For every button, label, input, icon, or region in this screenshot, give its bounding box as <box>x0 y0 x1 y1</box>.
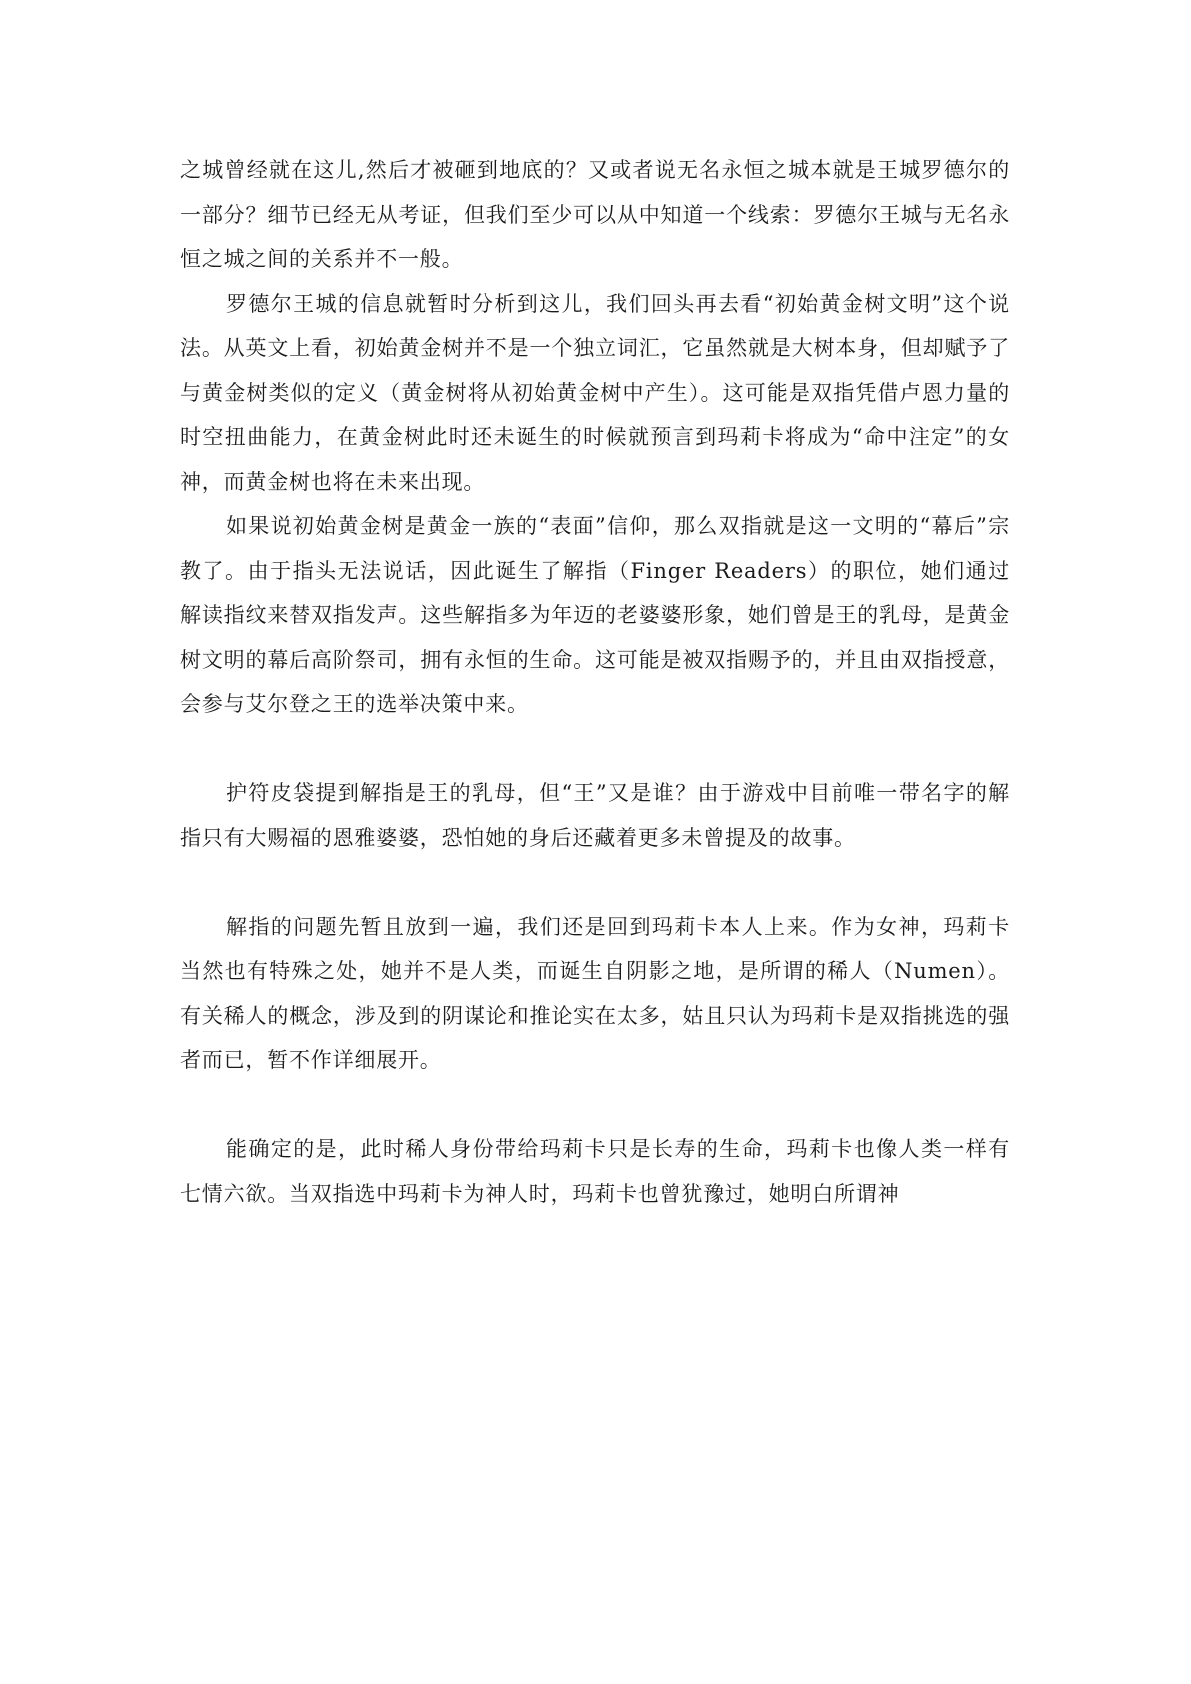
paragraph-spacer <box>180 860 1010 905</box>
paragraph: 解指的问题先暂且放到一遍，我们还是回到玛莉卡本人上来。作为女神，玛莉卡当然也有特殊之处，她并不是人类，而诞生自阴影之地，是所谓的稀人（Numen）。有关稀人的概念，涉及到的阴谋论和推论实在太多，姑且只认为玛莉卡是双指挑选的强者而已，暂不作详细展开。 <box>180 914 1010 1072</box>
paragraph: 罗德尔王城的信息就暂时分析到这儿，我们回头再去看“初始黄金树文明”这个说法。从英文上看，初始黄金树并不是一个独立词汇，它虽然就是大树本身，但却赋予了与黄金树类似的定义（黄金树将从初始黄金树中产生）。这可能是双指凭借卢恩力量的时空扭曲能力，在黄金树此时还未诞生的时候就预言到玛莉卡将成为“命中注定”的女神，而黄金树也将在未来出现。 <box>180 291 1010 494</box>
paragraph: 护符皮袋提到解指是王的乳母，但“王”又是谁？由于游戏中目前唯一带名字的解指只有大赐福的恩雅婆婆，恐怕她的身后还藏着更多未曾提及的故事。 <box>180 781 1010 850</box>
paragraph-spacer <box>180 1083 1010 1128</box>
paragraph: 如果说初始黄金树是黄金一族的“表面”信仰，那么双指就是这一文明的“幕后”宗教了。由于指头无法说话，因此诞生了解指（Finger Readers）的职位，她们通过解读指纹来替双指发声。这些解指多为年迈的老婆婆形象，她们曾是王的乳母，是黄金树文明的幕后高阶祭司，拥有永恒的生命。这可能是被双指赐予的，并且由双指授意，会参与艾尔登之王的选举决策中来。 <box>180 514 1010 716</box>
document-body <box>180 148 1010 1216</box>
paragraph: 能确定的是，此时稀人身份带给玛莉卡只是长寿的生命，玛莉卡也像人类一样有七情六欲。当双指选中玛莉卡为神人时，玛莉卡也曾犹豫过，她明白所谓神 <box>180 1137 1010 1206</box>
paragraph: 之城曾经就在这儿,然后才被砸到地底的？又或者说无名永恒之城本就是王城罗德尔的一部分？细节已经无从考证，但我们至少可以从中知道一个线索：罗德尔王城与无名永恒之城之间的关系并不一般。 <box>180 158 1010 271</box>
paragraph-spacer <box>180 727 1010 772</box>
